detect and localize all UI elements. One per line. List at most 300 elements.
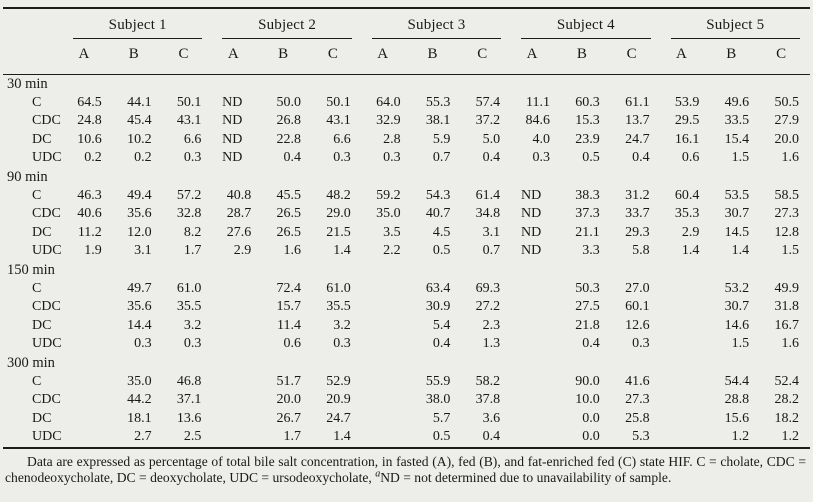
value-cell: 14.5 xyxy=(724,224,750,240)
value-cell xyxy=(511,298,561,317)
value-cell: 6.6 xyxy=(183,131,202,147)
value-cell: 49.7 xyxy=(127,280,152,296)
value-cell: 5.4 xyxy=(432,317,451,333)
footnote-superscript-a: a xyxy=(375,468,381,480)
value-cell: 1.6 xyxy=(781,336,799,352)
value-cell xyxy=(362,428,412,448)
value-cell: 0.3 xyxy=(632,336,650,352)
value-cell xyxy=(661,280,711,299)
value-cell: 13.6 xyxy=(176,410,202,426)
value-cell: 0.7 xyxy=(482,243,501,259)
value-cell xyxy=(511,428,561,448)
value-cell: 53.2 xyxy=(724,280,750,296)
value-cell: 1.4 xyxy=(333,429,351,445)
value-cell: 24.7 xyxy=(326,410,351,426)
value-cell xyxy=(63,298,113,317)
column-header-a-subject-4: A xyxy=(511,39,561,75)
value-cell: 0.3 xyxy=(333,336,351,352)
value-cell: 21.8 xyxy=(575,317,600,333)
value-cell: 38.0 xyxy=(425,392,451,408)
value-cell: 51.7 xyxy=(276,373,301,389)
bile-salt-label: CDC xyxy=(32,113,61,129)
value-cell: 43.1 xyxy=(326,113,351,129)
column-header-c-subject-2: C xyxy=(312,39,362,75)
value-cell: 1.3 xyxy=(482,336,501,352)
value-cell xyxy=(362,373,412,392)
value-cell: 0.5 xyxy=(432,243,451,259)
value-cell: 11.2 xyxy=(77,224,102,240)
column-header-b-subject-2: B xyxy=(262,39,312,75)
value-cell: 26.5 xyxy=(276,224,301,240)
value-cell: 50.0 xyxy=(276,94,301,110)
value-cell: 1.2 xyxy=(731,429,750,445)
value-cell: 29.5 xyxy=(674,113,700,129)
value-cell xyxy=(511,280,561,299)
table-row xyxy=(3,205,810,224)
subject-header-4 xyxy=(511,8,660,39)
value-cell: 1.4 xyxy=(333,243,351,259)
column-header-a-subject-1: A xyxy=(63,39,113,75)
value-cell: 33.7 xyxy=(625,206,650,222)
value-cell: ND xyxy=(222,113,243,129)
value-cell: 52.9 xyxy=(326,373,351,389)
value-cell: 27.2 xyxy=(475,299,501,315)
bile-salt-label: C xyxy=(32,373,42,389)
value-cell xyxy=(511,317,561,336)
value-cell: 35.6 xyxy=(127,299,152,315)
value-cell: 15.6 xyxy=(724,410,750,426)
value-cell: 2.3 xyxy=(482,317,501,333)
value-cell: 16.7 xyxy=(774,317,799,333)
value-cell xyxy=(63,317,113,336)
value-cell: 3.3 xyxy=(582,243,600,259)
bile-salt-label: UDC xyxy=(32,150,62,166)
bile-salt-label: C xyxy=(32,280,42,296)
value-cell: 0.0 xyxy=(582,410,600,426)
value-cell: 57.2 xyxy=(176,187,202,203)
value-cell: 11.4 xyxy=(277,317,301,333)
value-cell xyxy=(212,298,262,317)
value-cell: 35.0 xyxy=(127,373,152,389)
value-cell: 54.4 xyxy=(724,373,750,389)
value-cell: 32.9 xyxy=(376,113,401,129)
value-cell: 43.1 xyxy=(176,113,202,129)
value-cell: 27.5 xyxy=(575,299,600,315)
value-cell: 14.6 xyxy=(724,317,750,333)
value-cell: 37.8 xyxy=(475,392,501,408)
time-group-row xyxy=(3,261,810,280)
value-cell: 27.6 xyxy=(226,224,252,240)
table-body xyxy=(3,75,810,448)
value-cell: 15.4 xyxy=(724,131,750,147)
value-cell: 72.4 xyxy=(276,280,301,296)
value-cell: 1.6 xyxy=(781,150,799,166)
subject-header-5 xyxy=(661,8,810,39)
table-footnote xyxy=(5,454,806,486)
value-cell xyxy=(63,428,113,448)
value-cell: 26.7 xyxy=(276,410,301,426)
value-cell: 60.4 xyxy=(674,187,700,203)
value-cell xyxy=(661,428,711,448)
value-cell: 0.5 xyxy=(432,429,451,445)
value-cell xyxy=(362,317,412,336)
value-cell: 0.3 xyxy=(383,150,401,166)
value-cell: 44.2 xyxy=(127,392,152,408)
value-cell: 28.2 xyxy=(774,392,799,408)
value-cell: 1.5 xyxy=(731,336,750,352)
value-cell: 15.3 xyxy=(575,113,600,129)
value-cell xyxy=(661,391,711,410)
value-cell: 58.5 xyxy=(774,187,799,203)
value-cell xyxy=(362,280,412,299)
value-cell: 31.2 xyxy=(625,187,650,203)
corner-cell xyxy=(3,39,63,75)
value-cell: 55.3 xyxy=(425,94,451,110)
value-cell: 27.3 xyxy=(625,392,650,408)
footnote-text-1: Data are expressed as percentage of total bile salt concentration, in fasted (A), fed (B), and fat-enriched fed (C) state HIF. C = cholate, CDC = chenodeoxycholate, DC = deoxycholate, UDC = ursodeoxycholate, xyxy=(5,453,806,485)
value-cell: 64.5 xyxy=(77,94,102,110)
table-header xyxy=(3,8,810,75)
bile-salt-label: UDC xyxy=(32,243,62,259)
value-cell: 24.8 xyxy=(77,113,102,129)
value-cell: 10.0 xyxy=(575,392,600,408)
column-header-b-subject-4: B xyxy=(561,39,611,75)
value-cell: 57.4 xyxy=(475,94,501,110)
value-cell: 0.2 xyxy=(84,150,102,166)
value-cell: 22.8 xyxy=(276,131,301,147)
value-cell: 35.3 xyxy=(674,206,700,222)
value-cell: 26.5 xyxy=(276,206,301,222)
time-group-row xyxy=(3,354,810,373)
value-cell xyxy=(661,317,711,336)
column-header-a-subject-3: A xyxy=(362,39,412,75)
table-row xyxy=(3,149,810,168)
value-cell: 20.0 xyxy=(774,131,799,147)
value-cell: 60.3 xyxy=(575,94,600,110)
value-cell: 3.2 xyxy=(333,317,351,333)
time-group-row xyxy=(3,168,810,187)
value-cell: 1.4 xyxy=(731,243,750,259)
value-cell: 38.1 xyxy=(425,113,451,129)
value-cell: 33.5 xyxy=(724,113,750,129)
value-cell: 48.2 xyxy=(326,187,351,203)
value-cell xyxy=(63,335,113,354)
value-cell: 10.6 xyxy=(77,131,102,147)
table-row xyxy=(3,94,810,113)
value-cell xyxy=(212,391,262,410)
value-cell: 3.6 xyxy=(482,410,501,426)
value-cell: 84.6 xyxy=(525,113,550,129)
value-cell xyxy=(362,298,412,317)
value-cell: 32.8 xyxy=(176,206,202,222)
value-cell: 1.4 xyxy=(681,243,700,259)
value-cell: 44.1 xyxy=(127,94,152,110)
table-row xyxy=(3,391,810,410)
value-cell: 55.9 xyxy=(425,373,451,389)
value-cell: 2.9 xyxy=(233,243,252,259)
value-cell: 1.2 xyxy=(781,429,799,445)
value-cell xyxy=(661,410,711,429)
value-cell: 13.7 xyxy=(625,113,650,129)
table-row xyxy=(3,410,810,429)
value-cell: 31.8 xyxy=(774,299,799,315)
value-cell: 10.2 xyxy=(127,131,152,147)
column-header-a-subject-5: A xyxy=(661,39,711,75)
value-cell: 46.8 xyxy=(176,373,202,389)
value-cell: 49.4 xyxy=(127,187,152,203)
bile-salt-label: C xyxy=(32,187,42,203)
value-cell: 18.2 xyxy=(774,410,799,426)
value-cell: 6.6 xyxy=(333,131,351,147)
value-cell: ND xyxy=(520,224,542,240)
table-row xyxy=(3,224,810,243)
value-cell: 28.7 xyxy=(226,206,252,222)
bile-salt-label: DC xyxy=(32,410,52,426)
subject-header-label: Subject 1 xyxy=(73,15,202,39)
value-cell: 46.3 xyxy=(77,187,102,203)
value-cell: 61.4 xyxy=(475,187,501,203)
value-cell: 58.2 xyxy=(475,373,501,389)
value-cell: 50.1 xyxy=(326,94,351,110)
value-cell xyxy=(661,335,711,354)
value-cell: 1.5 xyxy=(731,150,750,166)
value-cell: 0.4 xyxy=(482,150,501,166)
value-cell: 35.5 xyxy=(176,299,202,315)
value-cell: ND xyxy=(520,187,542,203)
value-cell: 40.8 xyxy=(226,187,252,203)
value-cell: 54.3 xyxy=(425,187,451,203)
value-cell: 64.0 xyxy=(376,94,401,110)
column-header-c-subject-5: C xyxy=(760,39,810,75)
value-cell: 60.1 xyxy=(625,299,650,315)
value-cell: 0.7 xyxy=(432,150,451,166)
subject-header-label: Subject 5 xyxy=(671,15,800,39)
value-cell: 20.0 xyxy=(276,392,301,408)
table-row xyxy=(3,112,810,131)
value-cell: 49.9 xyxy=(774,280,799,296)
value-cell: 5.9 xyxy=(432,131,451,147)
subject-header-2 xyxy=(212,8,361,39)
value-cell: 41.6 xyxy=(625,373,650,389)
value-cell: 0.3 xyxy=(183,336,202,352)
column-header-a-subject-2: A xyxy=(212,39,262,75)
value-cell: 11.1 xyxy=(525,94,550,110)
value-cell: 30.7 xyxy=(724,299,750,315)
value-cell: 5.0 xyxy=(482,131,501,147)
value-cell xyxy=(212,335,262,354)
value-cell: 28.8 xyxy=(724,392,750,408)
value-cell: 5.8 xyxy=(632,243,650,259)
value-cell xyxy=(63,373,113,392)
value-cell: 0.4 xyxy=(432,336,451,352)
value-cell: 21.1 xyxy=(575,224,600,240)
value-cell: ND xyxy=(222,150,243,166)
column-letter-row xyxy=(3,39,810,75)
value-cell: 2.9 xyxy=(681,224,700,240)
time-group-row xyxy=(3,75,810,94)
value-cell: 61.0 xyxy=(176,280,202,296)
value-cell: 0.3 xyxy=(333,150,351,166)
value-cell: 5.3 xyxy=(632,429,650,445)
value-cell: 27.3 xyxy=(774,206,799,222)
bile-salt-label: UDC xyxy=(32,429,62,445)
subject-header-3 xyxy=(362,8,511,39)
value-cell: 0.4 xyxy=(283,150,301,166)
value-cell: 69.3 xyxy=(475,280,501,296)
value-cell: 8.2 xyxy=(183,224,202,240)
value-cell: 3.1 xyxy=(482,224,501,240)
value-cell: 49.6 xyxy=(724,94,750,110)
value-cell xyxy=(63,391,113,410)
value-cell: 21.5 xyxy=(326,224,351,240)
value-cell: 90.0 xyxy=(575,373,600,389)
value-cell xyxy=(362,410,412,429)
value-cell: 0.2 xyxy=(134,150,152,166)
time-group-label: 30 min xyxy=(7,76,48,92)
value-cell: 15.7 xyxy=(276,299,301,315)
bile-salt-label: UDC xyxy=(32,336,62,352)
value-cell xyxy=(212,280,262,299)
table-row xyxy=(3,187,810,206)
bile-salt-table xyxy=(3,7,810,449)
time-group-label: 300 min xyxy=(7,354,55,371)
value-cell: 12.8 xyxy=(774,224,799,240)
value-cell: 38.3 xyxy=(575,187,600,203)
subject-header-row xyxy=(3,8,810,39)
value-cell: 30.7 xyxy=(724,206,750,222)
value-cell xyxy=(212,428,262,448)
value-cell: ND xyxy=(520,206,542,222)
value-cell xyxy=(661,298,711,317)
value-cell: 29.3 xyxy=(625,224,650,240)
value-cell: 12.6 xyxy=(625,317,650,333)
value-cell: 59.2 xyxy=(376,187,401,203)
value-cell: 50.3 xyxy=(575,280,600,296)
time-group-label: 150 min xyxy=(7,261,55,278)
value-cell: 29.0 xyxy=(326,206,351,222)
value-cell: 2.7 xyxy=(134,429,152,445)
value-cell xyxy=(511,335,561,354)
value-cell: 16.1 xyxy=(674,131,700,147)
value-cell: 5.7 xyxy=(432,410,451,426)
value-cell: 45.5 xyxy=(276,187,301,203)
value-cell: 61.0 xyxy=(326,280,351,296)
value-cell: 53.9 xyxy=(674,94,700,110)
column-header-b-subject-5: B xyxy=(710,39,760,75)
value-cell: ND xyxy=(222,131,243,147)
value-cell: ND xyxy=(520,243,542,259)
value-cell: 0.4 xyxy=(482,429,501,445)
value-cell: 40.7 xyxy=(425,206,451,222)
value-cell: 35.6 xyxy=(127,206,152,222)
value-cell: 1.9 xyxy=(84,243,102,259)
value-cell: 0.3 xyxy=(532,150,550,166)
value-cell: 0.0 xyxy=(582,429,600,445)
column-header-c-subject-3: C xyxy=(461,39,511,75)
value-cell: 34.8 xyxy=(475,206,501,222)
value-cell xyxy=(362,335,412,354)
value-cell xyxy=(511,410,561,429)
value-cell: 20.9 xyxy=(326,392,351,408)
value-cell: 1.7 xyxy=(183,243,202,259)
bile-salt-label: DC xyxy=(32,317,52,333)
value-cell: 2.5 xyxy=(183,429,202,445)
value-cell xyxy=(212,373,262,392)
table-row xyxy=(3,298,810,317)
value-cell: 0.6 xyxy=(681,150,700,166)
value-cell: 0.5 xyxy=(582,150,600,166)
table-row xyxy=(3,131,810,150)
value-cell: 24.7 xyxy=(625,131,650,147)
bile-salt-label: CDC xyxy=(32,299,61,315)
value-cell: 27.9 xyxy=(774,113,799,129)
corner-cell xyxy=(3,8,63,39)
value-cell xyxy=(63,280,113,299)
column-header-b-subject-3: B xyxy=(412,39,462,75)
value-cell xyxy=(63,410,113,429)
value-cell: 1.7 xyxy=(283,429,301,445)
time-group-label: 90 min xyxy=(7,168,48,185)
value-cell: 4.5 xyxy=(432,224,451,240)
bile-salt-label: DC xyxy=(32,224,52,240)
table-row xyxy=(3,428,810,448)
footnote-text-2: ND = not determined due to unavailability of sample. xyxy=(380,469,672,485)
value-cell: 26.8 xyxy=(276,113,301,129)
table-row xyxy=(3,335,810,354)
value-cell: 0.6 xyxy=(283,336,301,352)
value-cell: 37.3 xyxy=(575,206,600,222)
value-cell: 12.0 xyxy=(127,224,152,240)
value-cell xyxy=(661,373,711,392)
value-cell: 63.4 xyxy=(425,280,451,296)
bile-salt-label: C xyxy=(32,94,42,110)
value-cell: 37.2 xyxy=(475,113,501,129)
value-cell: 37.1 xyxy=(176,392,202,408)
value-cell: 27.0 xyxy=(625,280,650,296)
value-cell: 14.4 xyxy=(127,317,152,333)
column-header-b-subject-1: B xyxy=(113,39,163,75)
bile-salt-label: CDC xyxy=(32,392,61,408)
value-cell: 53.5 xyxy=(724,187,750,203)
value-cell: 2.8 xyxy=(383,131,401,147)
table-row xyxy=(3,373,810,392)
value-cell xyxy=(511,391,561,410)
value-cell: 50.1 xyxy=(176,94,202,110)
value-cell xyxy=(212,317,262,336)
value-cell: 3.1 xyxy=(134,243,152,259)
table-row xyxy=(3,280,810,299)
value-cell: 1.6 xyxy=(283,243,301,259)
value-cell xyxy=(212,410,262,429)
value-cell: 35.5 xyxy=(326,299,351,315)
value-cell: 3.2 xyxy=(183,317,202,333)
table-row xyxy=(3,317,810,336)
value-cell: 3.5 xyxy=(383,224,401,240)
value-cell: 35.0 xyxy=(376,206,401,222)
subject-header-label: Subject 2 xyxy=(222,15,351,39)
table-row xyxy=(3,242,810,261)
value-cell: 0.3 xyxy=(183,150,202,166)
value-cell: 61.1 xyxy=(625,94,650,110)
subject-header-1 xyxy=(63,8,212,39)
value-cell: 45.4 xyxy=(127,113,152,129)
column-header-c-subject-4: C xyxy=(611,39,661,75)
value-cell: 50.5 xyxy=(774,94,799,110)
subject-header-label: Subject 4 xyxy=(521,15,650,39)
value-cell: 30.9 xyxy=(425,299,451,315)
value-cell: 4.0 xyxy=(532,131,550,147)
value-cell: 52.4 xyxy=(774,373,799,389)
